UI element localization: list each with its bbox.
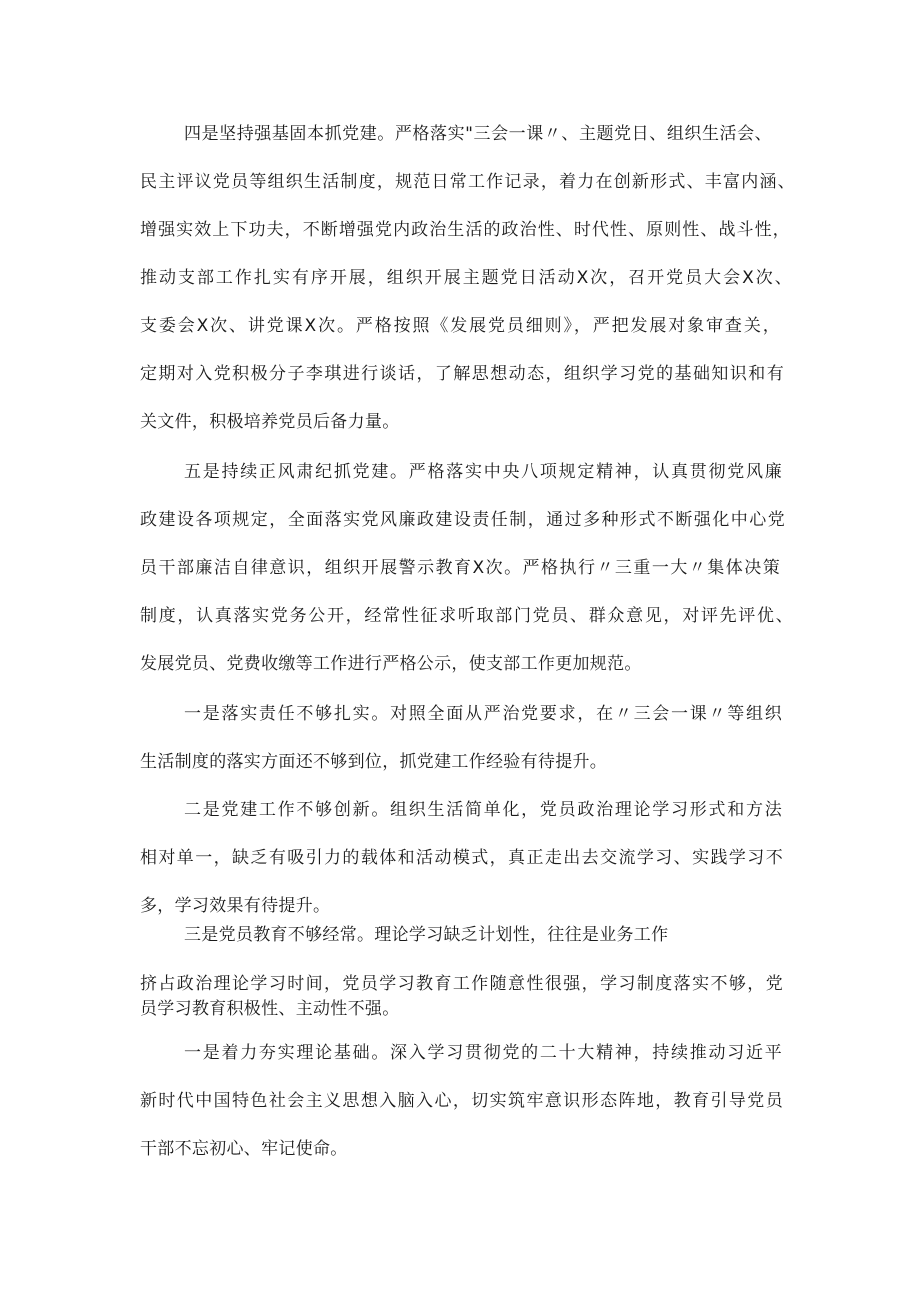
paragraph-line: 一是着力夯实理论基础。深入学习贯彻党的二十大精神，持续推动习近平 [184, 1043, 782, 1063]
paragraph-line: 员干部廉洁自律意识，组织开展警示教育X次。严格执行〃三重一大〃集体决策 [140, 558, 780, 578]
paragraph-line: 多，学习效果有待提升。 [140, 896, 331, 916]
paragraph-line: 二是党建工作不够创新。组织生活简单化，党员政治理论学习形式和方法 [184, 800, 782, 820]
paragraph-line: 关文件，积极培养党员后备力量。 [140, 412, 400, 432]
paragraph-line: 增强实效上下功夫，不断增强党内政治生活的政治性、时代性、原则性、战斗性， [140, 220, 790, 240]
paragraph-line: 员学习教育积极性、主动性不强。 [140, 999, 400, 1019]
paragraph-line: 五是持续正风肃纪抓党建。严格落实中央八项规定精神，认真贯彻党风廉 [184, 462, 782, 482]
paragraph-line: 新时代中国特色社会主义思想入脑入心，切实筑牢意识形态阵地，教育引导党员 [140, 1091, 783, 1111]
paragraph-line: 四是坚持强基固本抓党建。严格落实"三会一课〃、主题党日、组织生活会、 [184, 124, 772, 144]
paragraph-line: 定期对入党积极分子李琪进行谈话，了解思想动态，组织学习党的基础知识和有 [140, 364, 784, 384]
paragraph-line: 发展党员、党费收缴等工作进行严格公示，使支部工作更加规范。 [140, 654, 642, 674]
paragraph-line: 干部不忘初心、牢记使命。 [140, 1139, 348, 1159]
paragraph-line: 推动支部工作扎实有序开展，组织开展主题党日活动X次，召开党员大会X次、 [140, 268, 792, 288]
paragraph-line: 一是落实责任不够扎实。对照全面从严治党要求，在〃三会一课〃等组织 [184, 704, 782, 724]
paragraph-line: 制度，认真落实党务公开，经常性征求听取部门党员、群众意见，对评先评优、 [140, 606, 793, 626]
paragraph-line: 生活制度的落实方面还不够到位，抓党建工作经验有待提升。 [140, 752, 608, 772]
paragraph-line: 相对单一，缺乏有吸引力的载体和活动模式，真正走出去交流学习、实践学习不 [140, 848, 783, 868]
paragraph-line: 民主评议党员等组织生活制度，规范日常工作记录，着力在创新形式、丰富内涵、 [140, 172, 795, 192]
paragraph-line: 三是党员教育不够经常。理论学习缺乏计划性，往往是业务工作 [184, 925, 669, 945]
paragraph-line: 挤占政治理论学习时间，党员学习教育工作随意性很强，学习制度落实不够，党 [140, 974, 783, 994]
paragraph-line: 支委会X次、讲党课X次。严格按照《发展党员细则》，严把发展对象审查关， [140, 316, 780, 336]
paragraph-line: 政建设各项规定，全面落实党风廉政建设责任制，通过多种形式不断强化中心党 [140, 510, 785, 530]
